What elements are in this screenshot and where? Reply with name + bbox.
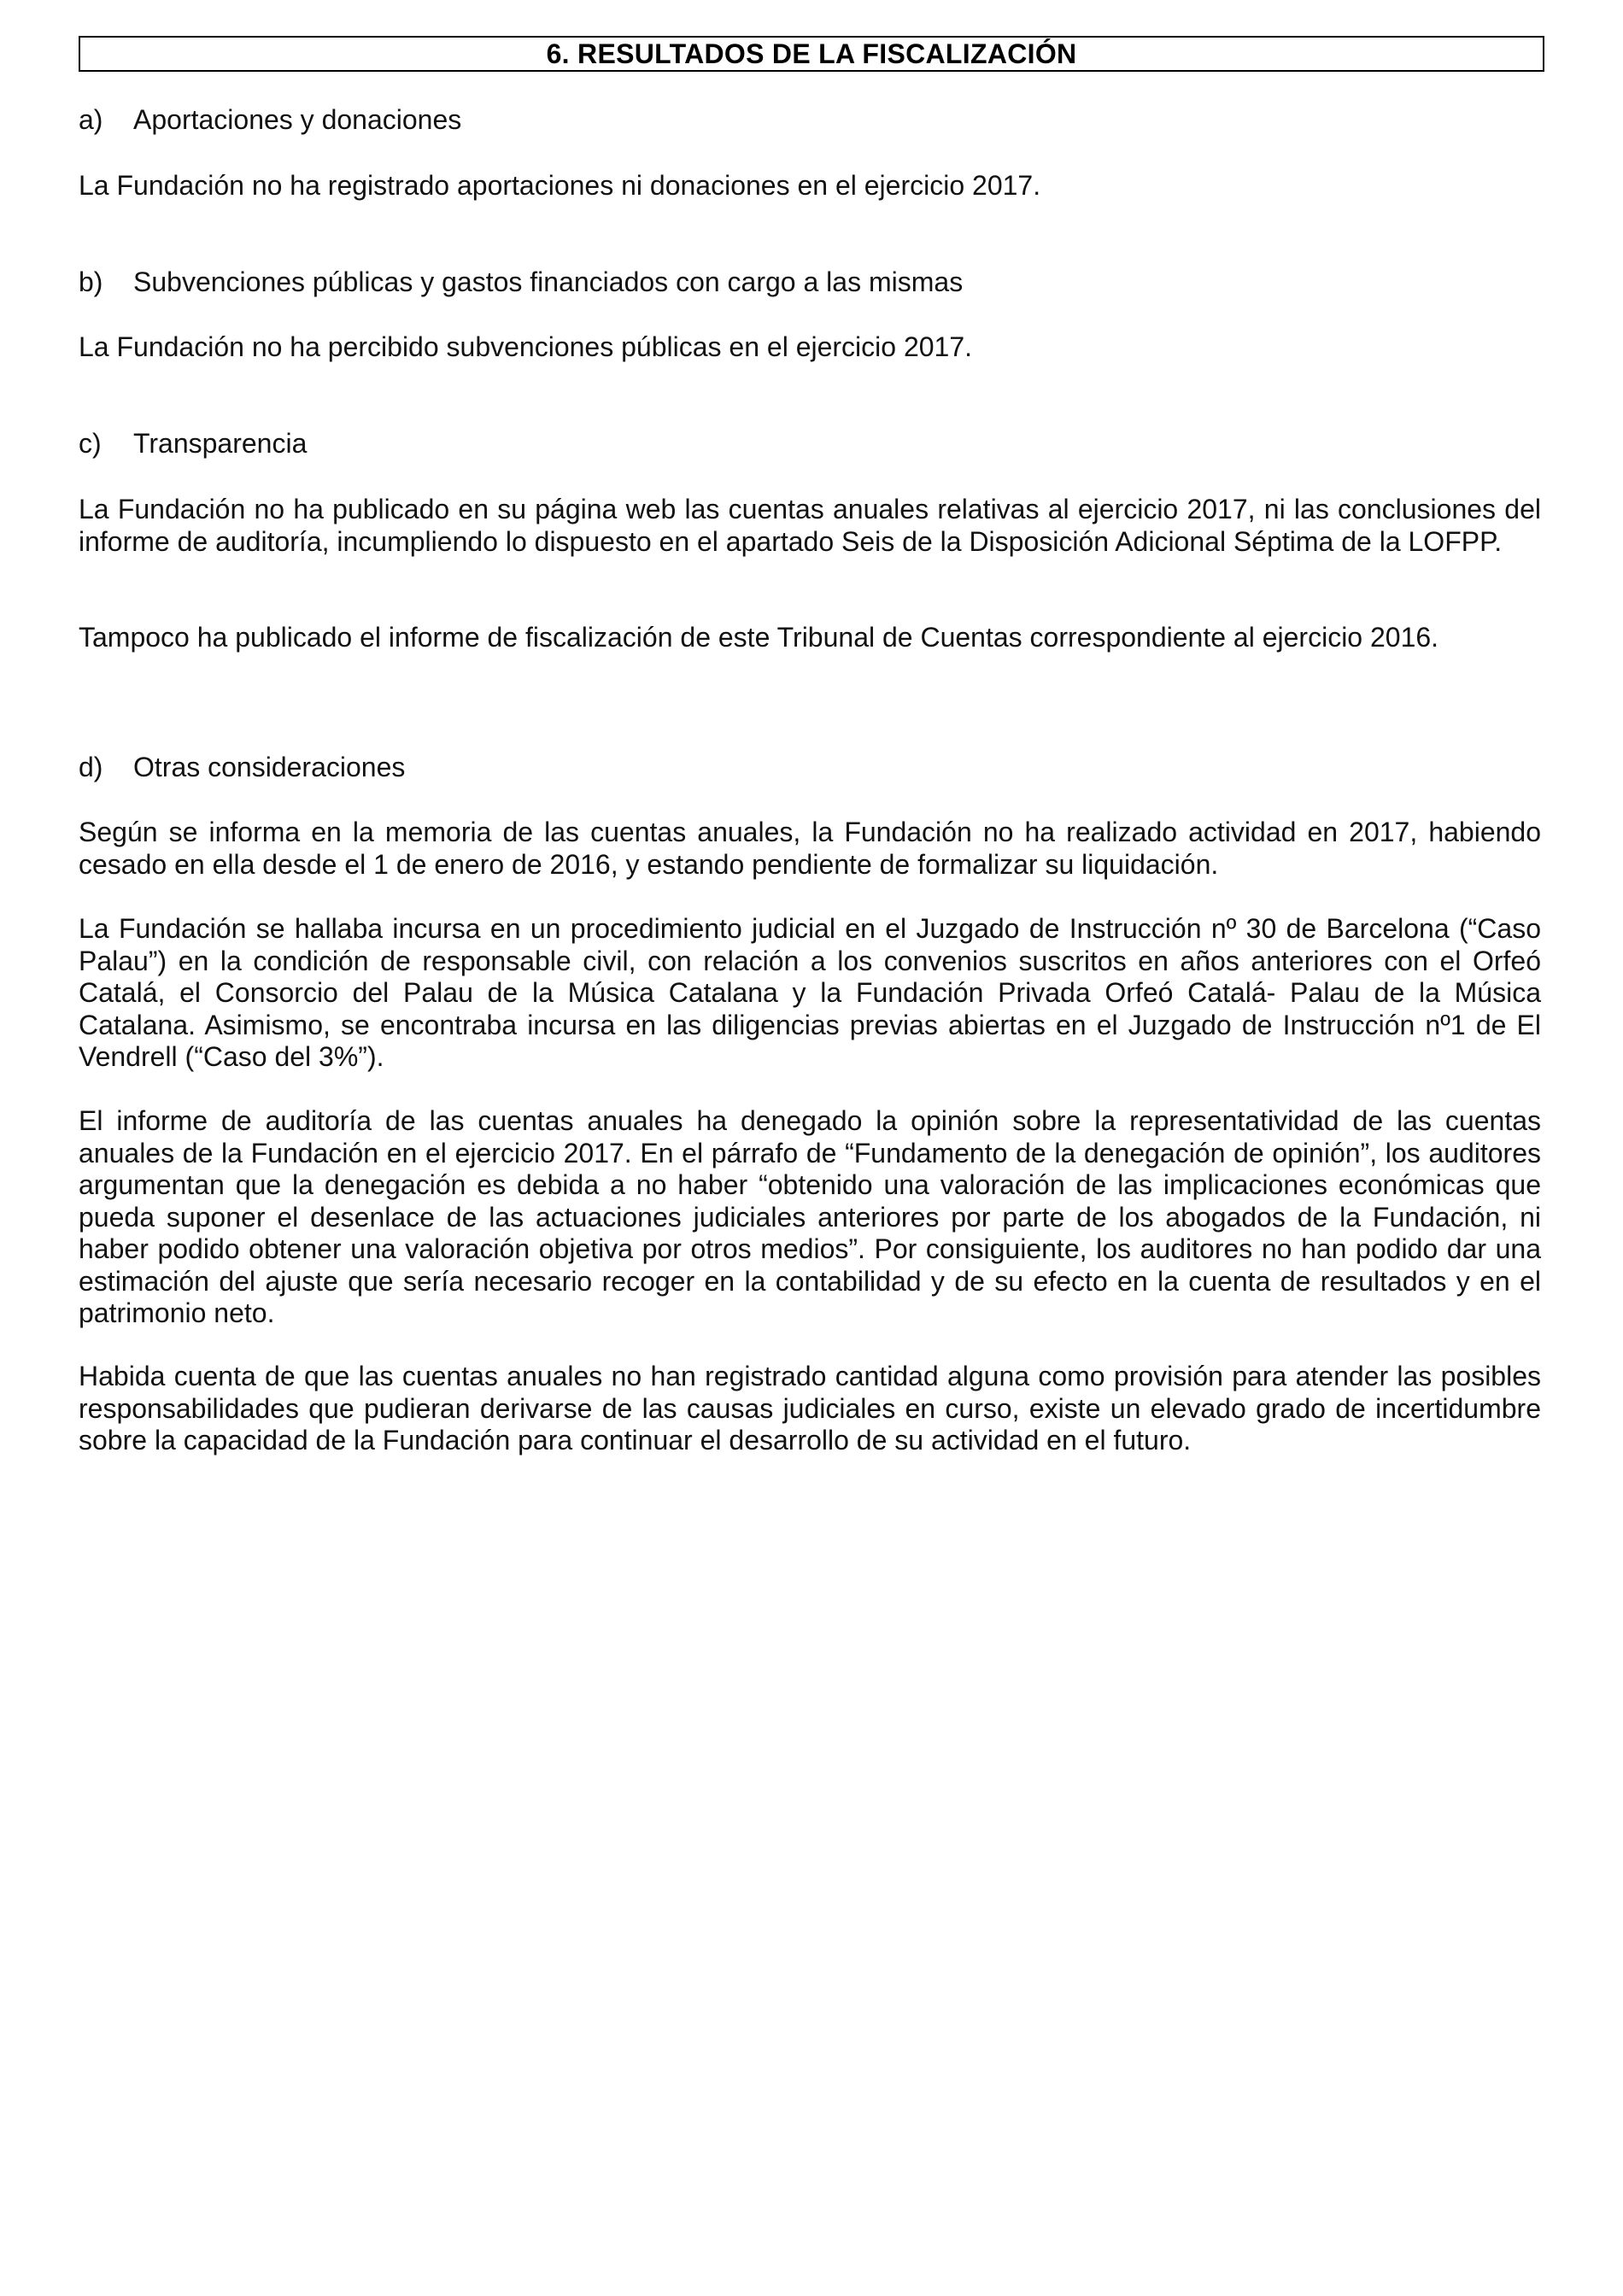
section-a-letter: a) [79,104,103,135]
section-d-title: Otras consideraciones [133,752,406,782]
section-c-heading [79,427,1541,460]
section-c-paragraph-2: Tampoco ha publicado el informe de fiscalización de este Tribunal de Cuentas correspondiente al ejercicio 2016. [79,622,1439,653]
section-b-title: Subvenciones públicas y gastos financiados con cargo a las mismas [133,266,964,297]
section-c-title: Transparencia [133,428,308,459]
section-d-paragraph-4: Habida cuenta de que las cuentas anuales no han registrado cantidad alguna como provisión para atender las posibles responsabilidades que pudieran derivarse de las causas judiciales en curso, existe un elevado grado de incertidumbre sobre la capacidad de la Fundación para continuar el desarrollo de su actividad en el futuro. [79,1361,1541,1456]
section-b-paragraph-1: La Fundación no ha percibido subvenciones públicas en el ejercicio 2017. [79,331,973,362]
section-title: 6. RESULTADOS DE LA FISCALIZACIÓN [79,36,1544,72]
section-a-paragraph-1: La Fundación no ha registrado aportaciones ni donaciones en el ejercicio 2017. [79,170,1041,201]
section-d-paragraph-2: La Fundación se hallaba incursa en un procedimiento judicial en el Juzgado de Instrucción nº 30 de Barcelona (“Caso Palau”) en la condición de responsable civil, con relación a los convenios suscritos en años anteriores con el Orfeó Catalá, el Consorcio del Palau de la Música Catalana y la Fundación Privada Orfeó Catalá- Palau de la Música Catalana. Asimismo, se encontraba incursa en las diligencias previas abiertas en el Juzgado de Instrucción nº1 de El Vendrell (“Caso del 3%”). [79,913,1541,1072]
section-b-heading [79,266,1541,298]
section-c-letter: c) [79,428,102,459]
section-a-heading [79,103,1541,136]
section-a-title: Aportaciones y donaciones [133,104,462,135]
section-d-heading [79,751,1541,783]
section-c-paragraph-1: La Fundación no ha publicado en su página web las cuentas anuales relativas al ejercicio 2017, ni las conclusiones del informe de auditoría, incumpliendo lo dispuesto en el apartado Seis de la Disposición Adicional Séptima de la LOFPP. [79,494,1541,557]
section-d-paragraph-1: Según se informa en la memoria de las cuentas anuales, la Fundación no ha realizado actividad en 2017, habiendo cesado en ella desde el 1 de enero de 2016, y estando pendiente de formalizar su liquidación. [79,817,1541,880]
section-b-letter: b) [79,266,103,297]
section-d-letter: d) [79,752,103,782]
section-d-paragraph-3: El informe de auditoría de las cuentas anuales ha denegado la opinión sobre la representatividad de las cuentas anuales de la Fundación en el ejercicio 2017. En el párrafo de “Fundamento de la denegación de opinión”, los auditores argumentan que la denegación es debida a no haber “obtenido una valoración de las implicaciones económicas que pueda suponer el desenlace de las actuaciones judiciales anteriores por parte de los abogados de la Fundación, ni haber podido obtener una valoración objetiva por otros medios”. Por consiguiente, los auditores no han podido dar una estimación del ajuste que sería necesario recoger en la contabilidad y de su efecto en la cuenta de resultados y en el patrimonio neto. [79,1105,1541,1328]
